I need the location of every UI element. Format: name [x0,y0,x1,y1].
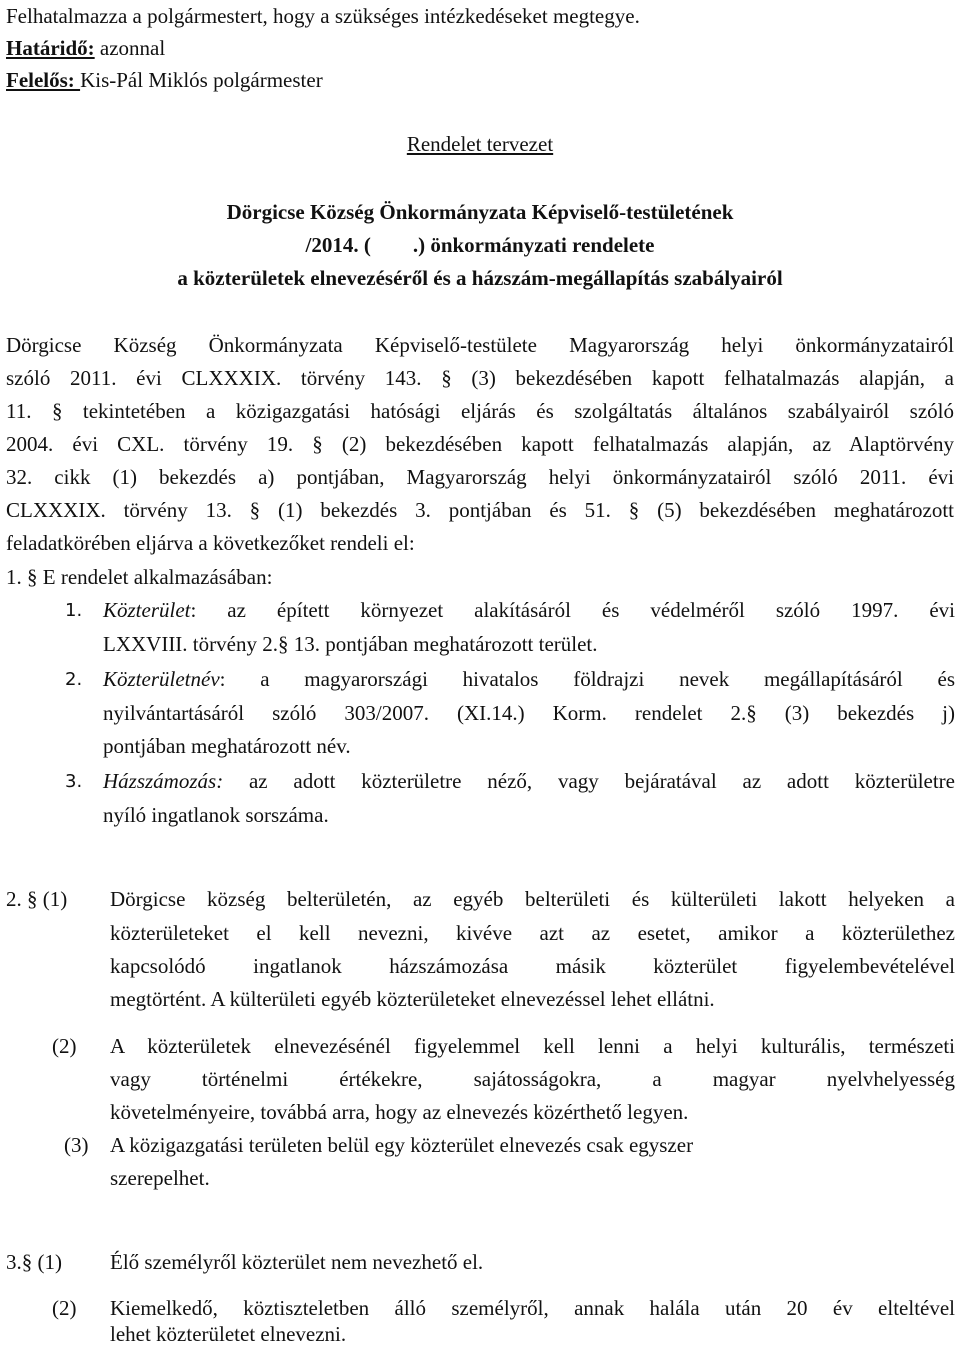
paragraph-line: A közigazgatási területen belül egy közterület elnevezés csak egyszer [110,1133,694,1157]
definition-number: 1. [65,600,83,621]
definition-term: Közterület [103,598,191,622]
paragraph-line: közterületeket el kell nevezni, kivéve azt az esetet, amikor a közterülethez [110,921,955,945]
paragraph-line: lehet közterületet elnevezni. [110,1322,347,1346]
section2-label: 2. § (1) [6,887,68,911]
definition-line [103,765,955,798]
paragraph-line: Kiemelkedő, köztiszteletben álló személyről, annak halála után 20 év elteltével [110,1296,955,1320]
authorization-line: Felhatalmazza a polgármestert, hogy a szükséges intézkedéseket megtegye. [6,4,640,28]
definition-line: nyilvántartásáról szóló 303/2007. (XI.14.) Korm. rendelet 2.§ (3) bekezdés j) [103,701,955,725]
deadline-value: azonnal [94,36,166,60]
paragraph-line: Élő személyről közterület nem nevezhető el. [110,1250,484,1274]
preamble-line: szóló 2011. évi CLXXXIX. törvény 143. § (3) bekezdésében kapott felhatalmazás alapján, a [6,366,954,390]
definition-line: nyíló ingatlanok sorszáma. [103,803,329,827]
title-line-2: /2014. ( .) önkormányzati rendelete [305,233,655,257]
paragraph-label: (3) [64,1133,89,1157]
title-line-1: Dörgicse Község Önkormányzata Képviselő-testületének [226,200,734,224]
paragraph-label: (2) [52,1296,77,1320]
definition-text: : az épített környezet alakításáról és védelméről szóló 1997. évi [190,598,955,622]
responsible-label: Felelős: [6,68,81,92]
definition-line [103,594,955,627]
deadline-label: Határidő: [6,36,95,60]
paragraph-line: szerepelhet. [110,1166,210,1190]
paragraph-label: (2) [52,1034,77,1058]
preamble-line: CLXXXIX. törvény 13. § (1) bekezdés 3. pontjában és 51. § (5) bekezdésében meghatározott [6,498,954,522]
definition-number: 3. [65,771,83,792]
preamble-line: Dörgicse Község Önkormányzata Képviselő-testülete Magyarország helyi önkormányzatairól [6,333,954,357]
definition-line [103,663,955,696]
title-line-3: a közterületek elnevezéséről és a házszám-megállapítás szabályairól [177,266,783,290]
responsible-value: Kis-Pál Miklós polgármester [80,68,323,92]
definition-text: : a magyarországi hivatalos földrajzi nevek megállapításáról és [219,667,955,691]
definition-number: 2. [65,669,83,690]
paragraph-line: vagy történelmi értékekre, sajátosságokra, a magyar nyelvhelyesség [110,1067,955,1091]
responsible-line [6,64,323,97]
definition-term: Házszámozás: [103,769,224,793]
definition-text: az adott közterületre néző, vagy bejáratával az adott közterületre [223,769,955,793]
paragraph-line: megtörtént. A külterületi egyéb közterületeket elnevezéssel lehet ellátni. [110,987,715,1011]
preamble-line: 32. cikk (1) bekezdés a) pontjában, Magyarország helyi önkormányzatairól szóló 2011. évi [6,465,954,489]
preamble-line: feladatkörében eljárva a következőket rendeli el: [6,531,415,555]
draft-title: Rendelet tervezet [406,132,554,156]
paragraph-line: Dörgicse község belterületén, az egyéb belterületi és külterületi lakott helyeken a [110,887,955,911]
definition-line: LXXVIII. törvény 2.§ 13. pontjában meghatározott terület. [103,632,598,656]
section3-label: 3.§ (1) [6,1250,62,1274]
preamble-line: 2004. évi CXL. törvény 19. § (2) bekezdésében kapott felhatalmazás alapján, az Alaptörvény [6,432,954,456]
deadline-line [6,32,165,65]
definition-term: Közterületnév [103,667,220,691]
paragraph-line: kapcsolódó ingatlanok házszámozása másik közterület figyelembevételével [110,954,955,978]
paragraph-line: követelményeire, továbbá arra, hogy az elnevezés közérthető legyen. [110,1100,689,1124]
paragraph-line: A közterületek elnevezésénél figyelemmel kell lenni a helyi kulturális, természeti [110,1034,955,1058]
definition-line: pontjában meghatározott név. [103,734,351,758]
section1-heading: 1. § E rendelet alkalmazásában: [6,565,273,589]
preamble-line: 11. § tekintetében a közigazgatási hatósági eljárás és szolgáltatás általános szabályairól szóló [6,399,954,423]
